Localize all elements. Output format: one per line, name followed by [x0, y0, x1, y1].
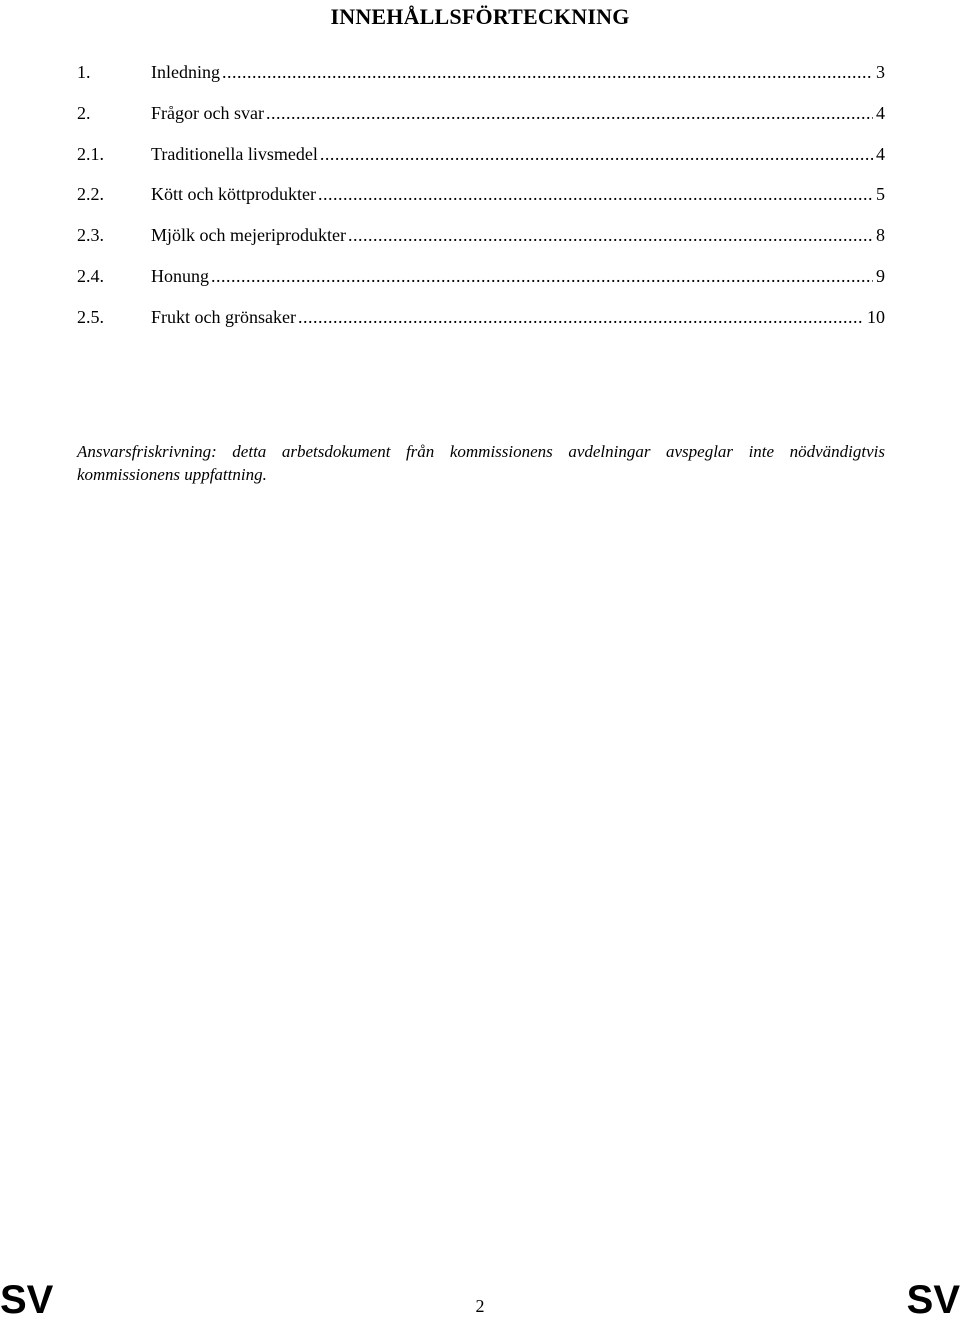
- toc-entry-title: Mjölk och mejeriprodukter: [151, 225, 346, 246]
- toc-entry-page: 10: [867, 306, 885, 327]
- toc-entry-number: 2.4.: [77, 265, 104, 286]
- toc-entry-number: 1.: [77, 62, 91, 82]
- page-title: INNEHÅLLSFÖRTECKNING: [330, 4, 630, 29]
- footer-language-label-left: SV: [0, 1278, 54, 1322]
- toc-entry[interactable]: [77, 222, 885, 263]
- toc-entry-title: Kött och köttprodukter: [151, 184, 316, 205]
- toc-entry-page: 4: [876, 143, 885, 164]
- disclaimer-text: Ansvarsfriskrivning: detta arbetsdokument från kommissionens avdelningar avspeglar inte nödvändigtvis kommissionens uppfattning.: [77, 442, 885, 484]
- toc-entry-number: 2.3.: [77, 225, 104, 246]
- toc-entry-number: 2.1.: [77, 143, 104, 164]
- toc-entry-title: Frukt och grönsaker: [151, 306, 296, 327]
- toc-leader-dots: [222, 59, 873, 85]
- toc-entry-title: Traditionella livsmedel: [151, 143, 318, 164]
- toc-leader-dots: [348, 222, 873, 248]
- toc-leader-dots: [318, 181, 873, 207]
- toc-entry-title: Inledning: [151, 62, 220, 82]
- toc-entry[interactable]: [77, 59, 885, 100]
- footer-language-label-right: SV: [906, 1278, 960, 1322]
- toc-entry-page: 8: [876, 225, 885, 246]
- toc-leader-dots: [211, 263, 873, 289]
- toc-entry-title: Frågor och svar: [151, 102, 264, 123]
- toc-leader-dots: [266, 100, 873, 126]
- toc-entry-title: Honung: [151, 265, 209, 286]
- toc-entry-page: 4: [876, 102, 885, 123]
- toc-entry-number: 2.5.: [77, 306, 104, 327]
- toc-entry-number: 2.: [77, 102, 91, 123]
- toc-entry-page: 3: [876, 62, 885, 82]
- table-of-contents: [77, 59, 885, 345]
- toc-entry[interactable]: [77, 141, 885, 182]
- toc-entry[interactable]: [77, 100, 885, 141]
- toc-leader-dots: [298, 304, 864, 330]
- toc-entry-page: 5: [876, 184, 885, 205]
- page-number: 2: [475, 1296, 485, 1316]
- toc-entry[interactable]: [77, 263, 885, 304]
- toc-entry[interactable]: [77, 181, 885, 222]
- toc-entry[interactable]: [77, 304, 885, 345]
- toc-entry-number: 2.2.: [77, 184, 104, 205]
- toc-entry-page: 9: [876, 265, 885, 286]
- toc-leader-dots: [320, 141, 873, 167]
